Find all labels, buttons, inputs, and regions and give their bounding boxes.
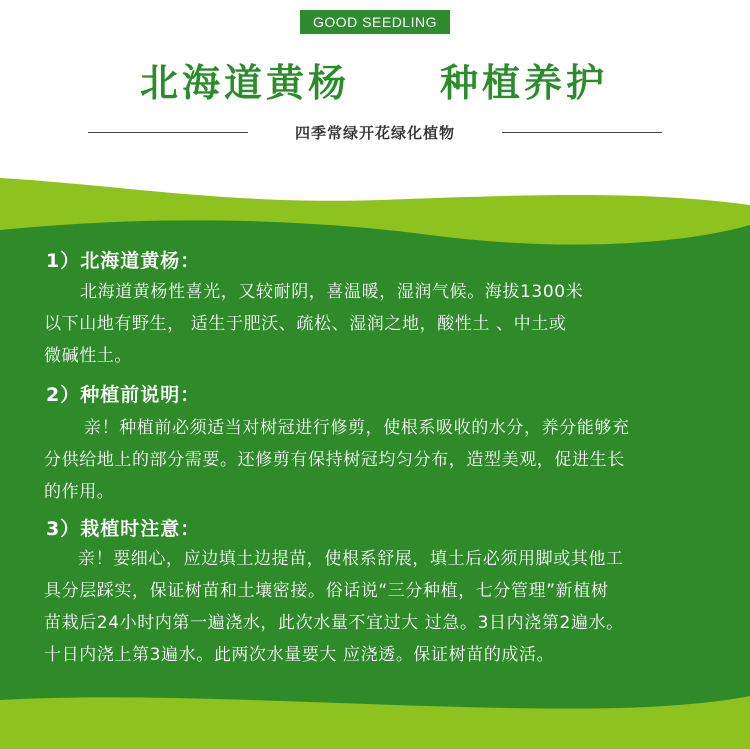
section-2-heading: 2）种植前说明： (46, 384, 201, 406)
section-3-line-3: 苗栽后24小时内第一遍浇水，此次水量不宜过大 过急。3日内浇第2遍水。 (44, 613, 624, 633)
brand-badge: GOOD SEEDLING (300, 10, 450, 34)
subtitle: 四季常绿开花绿化植物 (294, 124, 455, 142)
section-1-line-1: 北海道黄杨性喜光，又较耐阴，喜温暖，湿润气候。海拔1300米 (80, 282, 584, 302)
title-right: 种植养护 (440, 61, 609, 105)
section-1-heading: 1）北海道黄杨： (46, 250, 201, 272)
title-left: 北海道黄杨 (140, 61, 351, 105)
section-1-line-3: 微碱性土。 (44, 346, 132, 366)
section-3-line-4: 十日内浇上第3遍水。此两次水量要大 应浇透。保证树苗的成活。 (44, 645, 555, 665)
section-3-line-1: 亲！要细心，应边填土边提苗，使根系舒展，填土后必须用脚或其他工 (78, 549, 624, 569)
section-2-body (44, 412, 709, 508)
section-2-line-3: 的作用。 (44, 482, 115, 502)
section-3-line-2: 具分层踩实，保证树苗和土壤密接。俗话说“三分种植，七分管理”新植树 (44, 581, 609, 601)
section-1-line-2: 以下山地有野生， 适生于肥沃、疏松、湿润之地，酸性土 、中土或 (44, 314, 567, 334)
section-2-line-1: 亲！种植前必须适当对树冠进行修剪，使根系吸收的水分，养分能够充 (84, 418, 630, 438)
section-1-body (44, 276, 709, 372)
section-2-line-2: 分供给地上的部分需要。还修剪有保持树冠均匀分布，造型美观，促进生长 (44, 450, 625, 470)
section-3-body (44, 543, 709, 671)
section-3-heading: 3）栽植时注意： (46, 518, 201, 540)
